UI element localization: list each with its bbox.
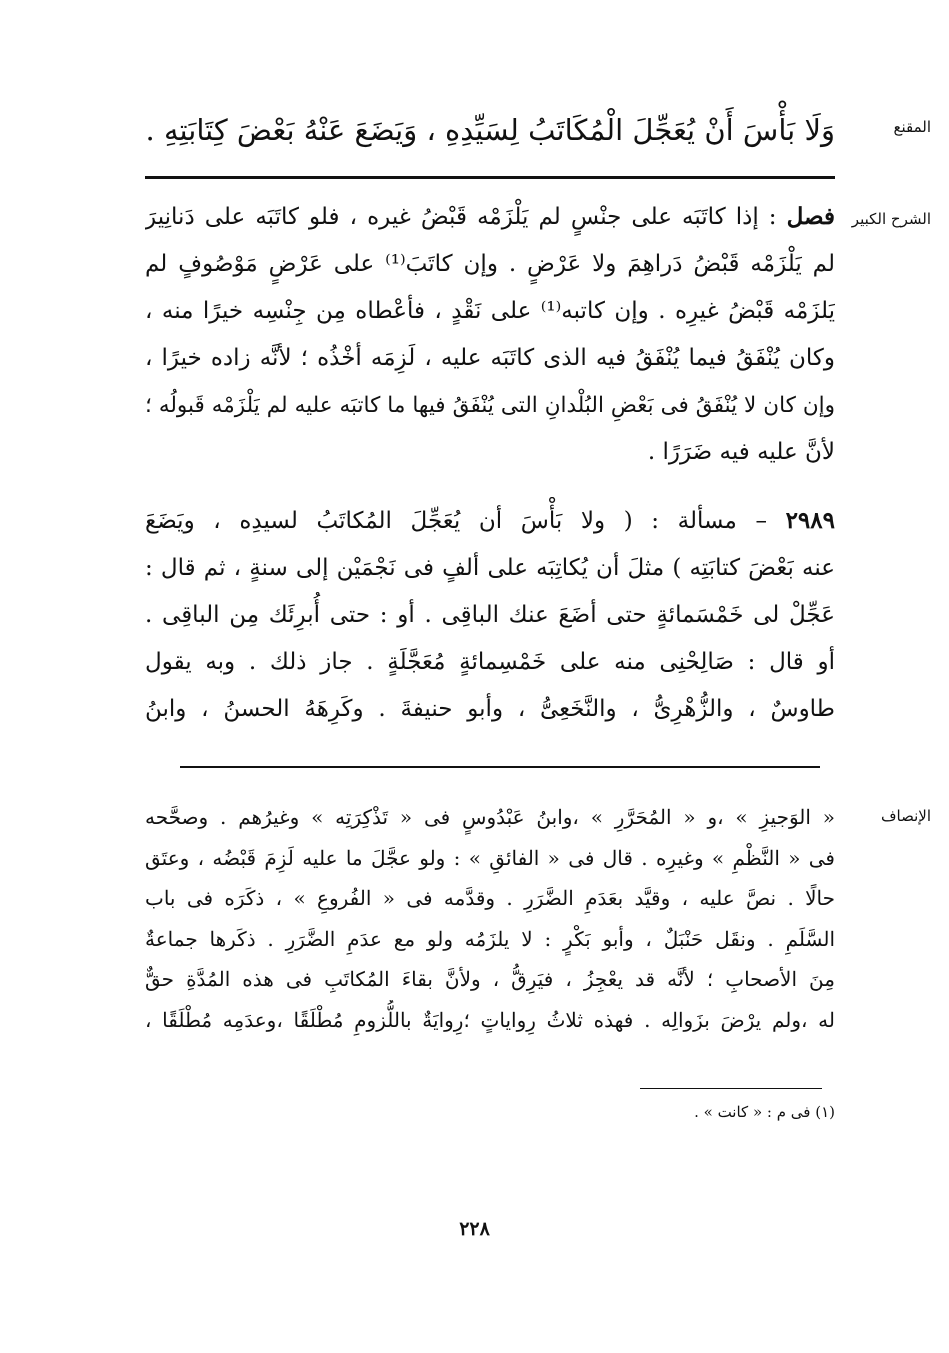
section-label-sharh: الشرح الكبير <box>851 210 931 228</box>
section-label-muqni: المقنع <box>893 118 931 136</box>
insaf-line: له ،ولم يرْضَ بزَوالِه . فهذه ثلاثُ رِواياتٍ ؛رِوايَةٌ باللُّزومِ مُطْلَقًا ،وعدَمِه مُطْلَقًا ، <box>145 1007 835 1032</box>
insaf-line: السَّلَمِ . ونقَل حَنْبَلٌ ، وأبو بَكْرٍ : لا يلزَمُه ولو مع عدَمِ الضَّرَرِ . ذكَرها جماعةٌ <box>145 926 835 951</box>
masala-line: طاوسٌ ، والزُّهْرِىُّ ، والنَّخَعِىُّ ، وأبو حنيفةَ . وكَرِهَهُ الحسنُ ، وابنُ <box>145 696 835 722</box>
insaf-line: حالًا . نصَّ عليه ، وقيَّد بعَدَمِ الضَّرَرِ . وقدَّمه فى « الفُروعِ » ، ذكَرَه فى باب <box>145 886 835 910</box>
footnote-divider <box>640 1088 822 1089</box>
page-number: ٢٢٨ <box>459 1218 490 1240</box>
footnote: (١) فى م : « كانت » . <box>694 1103 835 1121</box>
sharh-line: وكان يُنْفَقُ فيما يُنْفَقُ فيه الذى كاتَبَه عليه ، لَزِمَه أخْذُه ؛ لأنَّه زاده خيرًا ، <box>145 345 835 371</box>
masala-line: عنه بَعْضَ كتابَتِه ) مثلَ أن يُكاتِبَه على ألفٍ فى نَجْمَيْن إلى سنةٍ ، ثم قال : <box>145 555 835 581</box>
insaf-text <box>145 797 835 1040</box>
sharh-line: لم يَلْزَمْه قَبْضُ دَراهِمَ ولا عَرْضٍ . وإن كاتَبَ⁽¹⁾ على عَرْضٍ مَوْصُوفٍ لم <box>145 251 835 277</box>
fasl-heading: فصل <box>786 203 835 230</box>
masala-number: ٢٩٨٩ <box>785 507 835 534</box>
muqni-line: وَلَا بَأْسَ أَنْ يُعَجِّلَ الْمُكَاتَبُ لِسَيِّدِهِ ، وَيَضَعَ عَنْهُ بَعْضَ كِتَابَتِهِ . <box>145 113 835 147</box>
masala-line: ٢٩٨٩ – مسألة : ( ولا بَأْسَ أن يُعَجِّلَ المُكاتَبُ لسيدِه ، ويَضَعَ <box>145 507 835 534</box>
sharh-line: فصل : إذا كاتَبَه على جنْسٍ لم يَلْزَمْه قَبْضُ غيره ، فلو كاتَبَه على دَنانِيرَ <box>145 203 835 230</box>
section-label-insaf: الإنصاف <box>880 807 931 825</box>
sharh-line: لأنَّ عليه فيه ضَرَرًا . <box>647 439 835 465</box>
insaf-line: « الوَجيزِ » ،و « المُحَرَّرِ » ،وابنُ عَبْدُوسٍ فى « تَذْكِرَتِه » وغيرُهم . وصحَّحه <box>145 805 835 829</box>
muqni-divider <box>145 176 835 179</box>
sharh-line: وإن كان لا يُنْفَقُ فى بَعْضِ البُلْدانِ التى يُنْفَقُ فيها ما كاتبَه عليه لم يَلْزَمْه قَبولُه ؛ <box>145 393 835 418</box>
masala-text <box>145 497 835 733</box>
muqni-text <box>145 100 835 160</box>
sharh-text <box>145 193 835 476</box>
sharh-line: يَلزَمْه قَبْضُ غيرِه . وإن كاتبه⁽¹⁾ على نَقْدٍ ، فأعْطاه مِن جِنْسِه خيرًا منه ، <box>145 298 835 324</box>
insaf-divider <box>180 766 820 768</box>
masala-line: أو قال : صَالِحْنِى منه على خَمْسِمائةٍ مُعَجَّلَةٍ . جاز ذلك . وبه يقول <box>145 649 835 675</box>
masala-line: عَجِّلْ لى خَمْسَمائةٍ حتى أضَعَ عنك الباقِى . أو : حتى أُبرِئَك مِن الباقِى . <box>145 602 835 628</box>
insaf-line: فى « النَّظْمِ » وغيرِه . قال فى « الفائقِ » : ولو عجَّلَ ما عليه لَزِمَ قَبْضُه ، وعتَق <box>145 845 835 870</box>
insaf-line: مِنَ الأصحابِ ؛ لأنَّه قد يعْجِزُ ، فيَرِقُّ ، ولأنَّ بقاءَ المُكاتَبِ فى هذه المُدَّةِ حقٌّ <box>145 967 835 991</box>
